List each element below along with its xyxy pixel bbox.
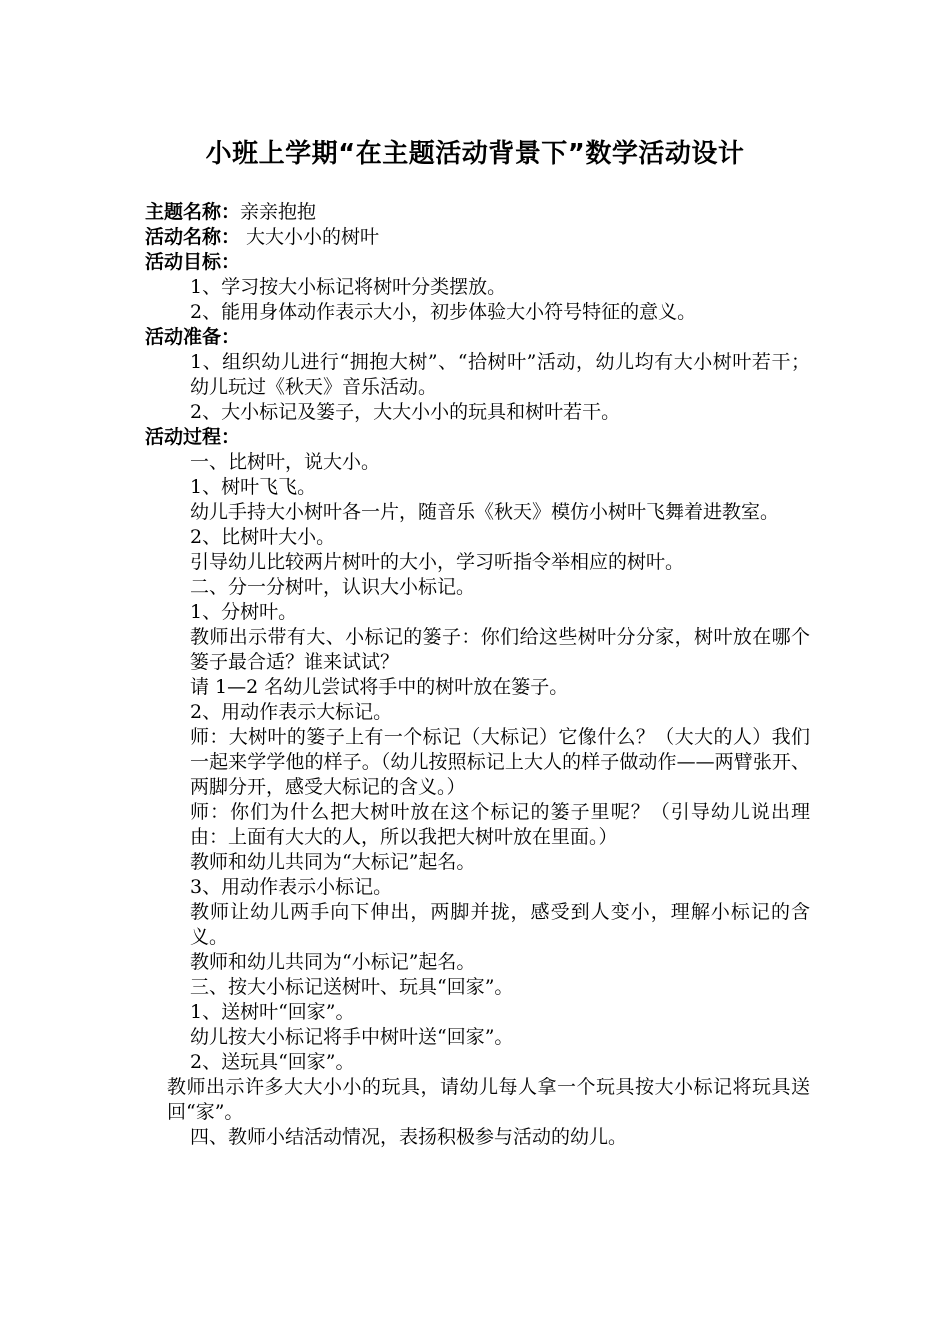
process-line: 师：你们为什么把大树叶放在这个标记的篓子里呢？（引导幼儿说出理由：上面有大大的人，所以我把大树叶放在里面。） xyxy=(190,801,810,848)
document-body xyxy=(145,200,810,1150)
goal-item: 2、能用身体动作表示大小，初步体验大小符号特征的意义。 xyxy=(190,301,697,323)
process-line: 教师和幼儿共同为“大标记”起名。 xyxy=(190,851,476,873)
process-line: 1、树叶飞飞。 xyxy=(190,476,317,498)
process-line: 二、分一分树叶，认识大小标记。 xyxy=(190,576,476,598)
process-line: 一、比树叶，说大小。 xyxy=(190,451,381,473)
process-line: 教师出示许多大大小小的玩具，请幼儿每人拿一个玩具按大小标记将玩具送回“家”。 xyxy=(167,1076,810,1123)
process-line: 三、按大小标记送树叶、玩具“回家”。 xyxy=(190,976,514,998)
process-line: 3、用动作表示小标记。 xyxy=(190,876,393,898)
process-line: 教师让幼儿两手向下伸出，两脚并拢，感受到人变小，理解小标记的含义。 xyxy=(190,901,810,948)
process-heading: 活动过程： xyxy=(145,426,241,448)
theme-label: 主题名称： xyxy=(145,201,241,223)
goals-heading: 活动目标： xyxy=(145,251,241,273)
process-line: 1、分树叶。 xyxy=(190,601,298,623)
activity-line xyxy=(145,225,810,250)
prep-item: 2、大小标记及篓子，大大小小的玩具和树叶若干。 xyxy=(190,401,621,423)
process-line: 引导幼儿比较两片树叶的大小，学习听指令举相应的树叶。 xyxy=(190,551,685,573)
theme-value: 亲亲抱抱 xyxy=(240,201,317,223)
prep-heading: 活动准备： xyxy=(145,326,241,348)
activity-value: 大大小小的树叶 xyxy=(240,226,380,248)
process-line: 幼儿手持大小树叶各一片，随音乐《秋天》模仿小树叶飞舞着进教室。 xyxy=(190,501,780,523)
process-line: 四、教师小结活动情况，表扬积极参与活动的幼儿。 xyxy=(190,1126,628,1148)
process-line: 幼儿按大小标记将手中树叶送“回家”。 xyxy=(190,1026,514,1048)
process-line: 教师和幼儿共同为“小标记”起名。 xyxy=(190,951,476,973)
activity-label: 活动名称： xyxy=(145,226,241,248)
process-line: 1、送树叶“回家”。 xyxy=(190,1001,355,1023)
process-line: 2、用动作表示大标记。 xyxy=(190,701,393,723)
theme-line xyxy=(145,200,810,225)
process-line: 教师出示带有大、小标记的篓子：你们给这些树叶分分家，树叶放在哪个篓子最合适？谁来试试？ xyxy=(190,626,810,673)
process-line: 2、送玩具“回家”。 xyxy=(190,1051,355,1073)
process-line: 2、比树叶大小。 xyxy=(190,526,336,548)
prep-item: 1、组织幼儿进行“拥抱大树”、“拾树叶”活动，幼儿均有大小树叶若干；幼儿玩过《秋天》音乐活动。 xyxy=(190,351,810,398)
page-title: 小班上学期“在主题活动背景下”数学活动设计 xyxy=(205,139,745,169)
goal-item: 1、学习按大小标记将树叶分类摆放。 xyxy=(190,276,507,298)
process-line: 师：大树叶的篓子上有一个标记（大标记）它像什么？（大大的人）我们一起来学学他的样子。（幼儿按照标记上大人的样子做动作——两臂张开、两脚分开，感受大标记的含义。） xyxy=(190,726,810,798)
process-line: 请 1—2 名幼儿尝试将手中的树叶放在篓子。 xyxy=(190,676,569,698)
